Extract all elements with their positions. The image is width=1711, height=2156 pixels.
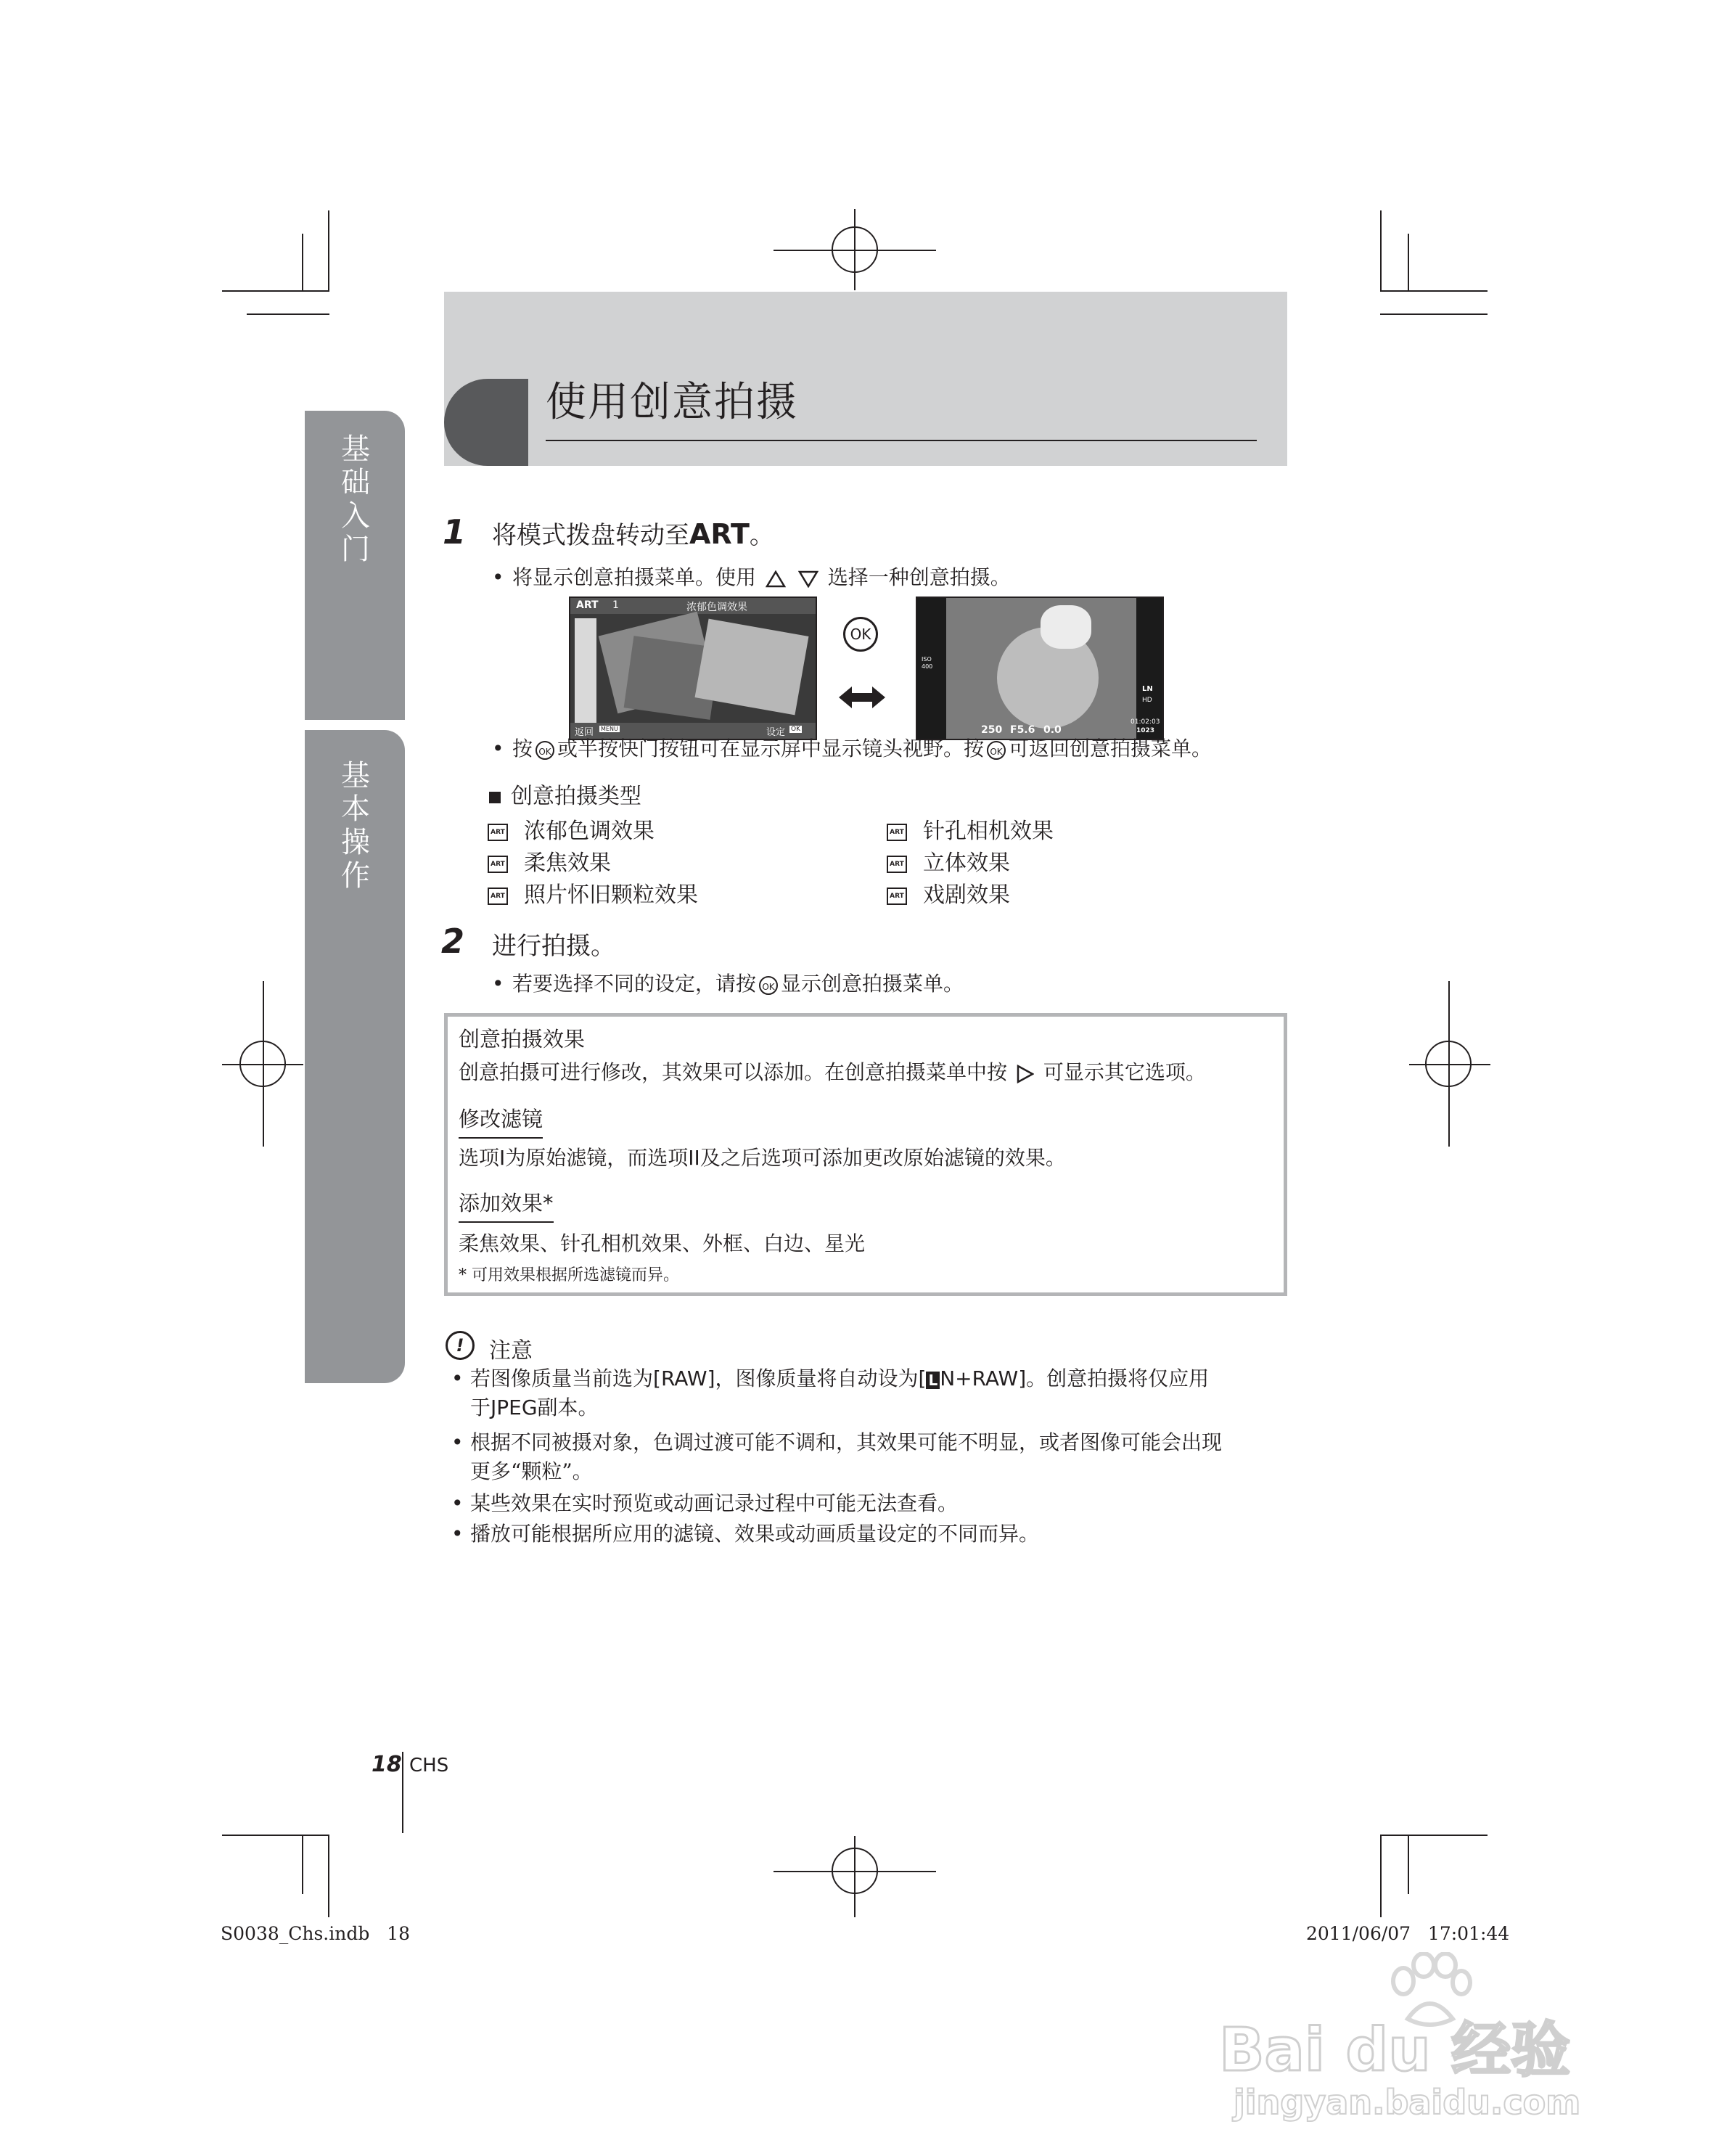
art-filter-icon: ART: [887, 856, 907, 873]
hd-indicator: HD: [1142, 697, 1152, 704]
menu-filter-title: 浓郁色调效果: [686, 602, 747, 613]
side-tab-char: 本: [341, 792, 370, 826]
step-2-bullet: • 若要选择不同的设定，请按 OK 显示创意拍摄菜单。: [512, 970, 964, 999]
caution-item-4: • 播放可能根据所应用的滤镜、效果或动画质量设定的不同而异。: [470, 1520, 1297, 1549]
step-2-number: 2: [441, 922, 465, 961]
art-types-heading: 创意拍摄类型: [489, 778, 641, 810]
step-1-bullet-2: • 按 OK 或半按快门按钮可在显示屏中显示镜头视野。按 OK 可返回创意拍摄菜单。: [512, 734, 1212, 763]
file-info: S0038_Chs.indb 18: [221, 1923, 411, 1944]
box-modify-filter-text: 选项I为原始滤镜，而选项II及之后选项可添加更改原始滤镜的效果。: [459, 1146, 1066, 1170]
side-tab-basics: [305, 411, 405, 720]
art-type-item: ART 柔焦效果: [488, 845, 611, 877]
menu-back-label: 返回: [575, 727, 594, 738]
live-view-screen: [916, 597, 1164, 740]
caution-item-3: • 某些效果在实时预览或动画记录过程中可能无法查看。: [470, 1489, 1297, 1518]
box-subheading-modify-filter: 修改滤镜: [459, 1103, 543, 1139]
ok-button-icon: OK: [843, 617, 878, 652]
menu-set-label: 设定: [766, 727, 786, 738]
record-time: 01:02:03: [1131, 718, 1160, 726]
step-1-text: 将模式拨盘转动至ART。: [492, 518, 774, 550]
side-tab-char: 门: [341, 533, 370, 566]
box-intro: 创意拍摄可进行修改，其效果可以添加。在创意拍摄菜单中按 可显示其它选项。: [459, 1060, 1206, 1084]
right-arrow-icon: [1017, 1065, 1034, 1083]
menu-ok-badge: OK: [791, 726, 800, 733]
iso-value: 400: [922, 663, 933, 670]
double-arrow-icon: [839, 685, 885, 710]
watermark-logo: [1219, 1952, 1611, 2126]
quality-indicator: LN: [1142, 685, 1153, 693]
print-timestamp: 2011/06/07 17:01:44: [1306, 1923, 1510, 1944]
box-add-effect-text: 柔焦效果、针孔相机效果、外框、白边、星光: [459, 1231, 866, 1255]
side-tab-basic-operations: [305, 730, 405, 1383]
footer-divider: [402, 1752, 403, 1833]
down-arrow-icon: [798, 570, 818, 588]
page-number: 18: [372, 1752, 402, 1777]
box-footnote: * 可用效果根据所选滤镜而异。: [459, 1266, 679, 1284]
watermark-brand: Bai du 经验: [1219, 2016, 1571, 2085]
ok-small-icon: OK: [759, 976, 778, 995]
side-tab-char: 础: [341, 466, 370, 499]
title-rule: [546, 440, 1257, 441]
iso-label: ISO: [922, 656, 932, 663]
ok-small-icon: OK: [987, 741, 1006, 760]
exposure-comp: 0.0: [1043, 724, 1062, 736]
step-1-bullet-1: • 将显示创意拍摄菜单。使用 选择一种创意拍摄。: [512, 563, 1011, 592]
art-type-item: ART 照片怀旧颗粒效果: [488, 877, 698, 909]
step-2-text: 进行拍摄。: [492, 932, 615, 961]
caution-icon: !: [446, 1331, 475, 1360]
side-tab-char: 基: [341, 759, 370, 792]
menu-key-badge: MENU: [601, 726, 618, 732]
watermark-url: jingyan.baidu.com: [1234, 2083, 1581, 2122]
caution-item-1: • 若图像质量当前选为[RAW]，图像质量将自动设为[ L N+RAW]。创意拍摄将仅应用 于JPEG副本。: [470, 1364, 1297, 1422]
box-subheading-add-effect: 添加效果*: [459, 1187, 554, 1223]
header-tab: [444, 379, 528, 466]
art-filter-icon: ART: [488, 824, 508, 841]
box-heading: 创意拍摄效果: [459, 1027, 586, 1052]
shots-remaining: 1023: [1136, 727, 1155, 734]
side-tab-char: 作: [341, 859, 370, 893]
menu-index: 1: [612, 599, 619, 611]
art-filter-icon: ART: [488, 888, 508, 905]
caution-item-2: • 根据不同被摄对象，色调过渡可能不调和，其效果可能不明显，或者图像可能会出现 更多“颗粒”。: [470, 1428, 1297, 1486]
side-tab-char: 入: [341, 499, 370, 533]
art-filter-icon: ART: [887, 824, 907, 841]
art-type-item: ART 针孔相机效果: [887, 813, 1054, 845]
art-type-item: ART 立体效果: [887, 845, 1010, 877]
art-filter-icon: ART: [887, 888, 907, 905]
step-1-number: 1: [443, 512, 467, 552]
side-tab-char: 基: [341, 433, 370, 466]
up-arrow-icon: [766, 570, 786, 588]
square-bullet-icon: [489, 792, 501, 803]
large-quality-icon: L: [926, 1372, 940, 1389]
menu-art-label: ART: [576, 599, 599, 611]
aperture: F5.6: [1010, 724, 1035, 736]
shutter-speed: 250: [981, 724, 1003, 736]
art-type-item: ART 戏剧效果: [887, 877, 1010, 909]
page-title: 使用创意拍摄: [546, 379, 798, 426]
art-menu-screen: [569, 597, 817, 740]
ok-small-icon: OK: [536, 741, 554, 760]
art-filter-icon: ART: [488, 856, 508, 873]
art-type-item: ART 浓郁色调效果: [488, 813, 655, 845]
language-code: CHS: [409, 1755, 449, 1776]
art-mode-label: ART: [689, 518, 750, 550]
side-tab-char: 操: [341, 826, 370, 859]
caution-heading: 注意: [489, 1338, 533, 1364]
